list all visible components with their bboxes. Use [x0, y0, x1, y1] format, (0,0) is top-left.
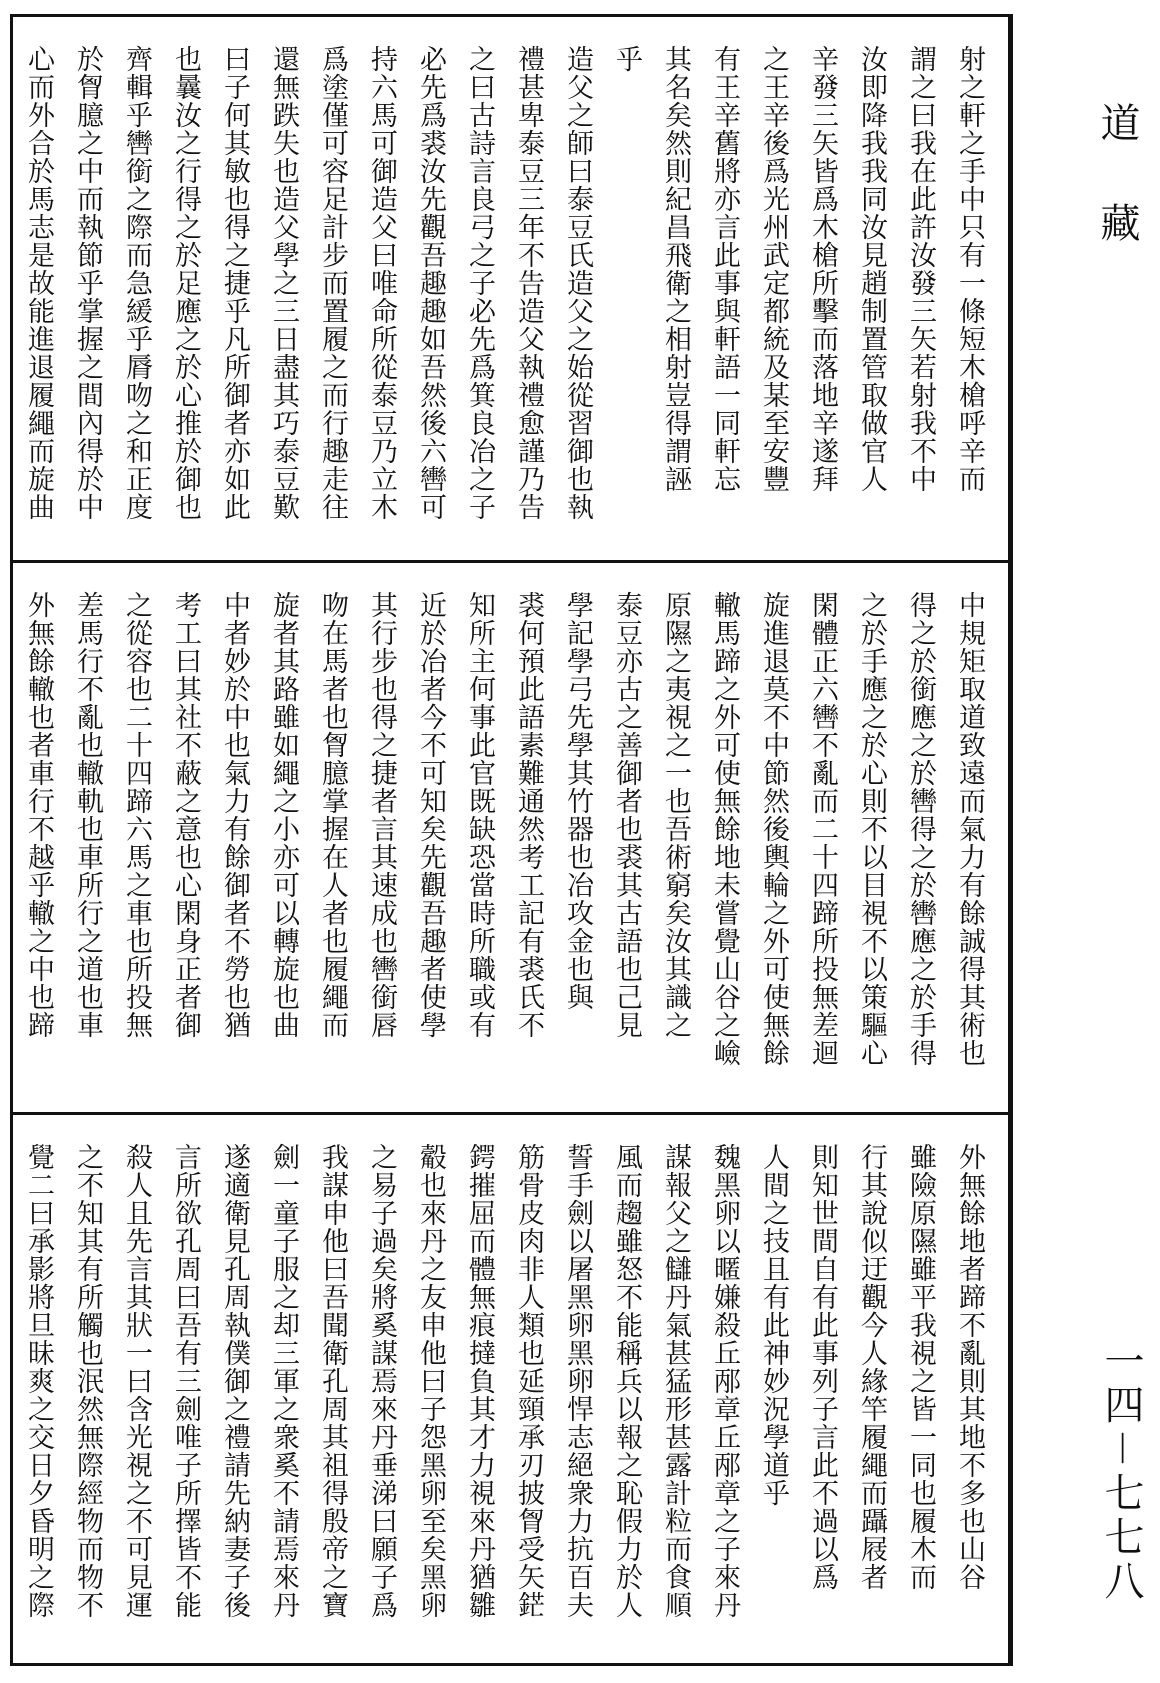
text-column: 心而外合於馬志是故能進退履繩而旋曲 — [23, 45, 54, 521]
text-column: 有王辛舊將亦言此事與軒語一同軒忘 — [709, 45, 740, 493]
text-column: 則知世間自有此事列子言此不過以爲 — [807, 1143, 838, 1591]
text-column: 行其說似迂觀今人緣竿履繩而躡屐者 — [856, 1143, 887, 1591]
text-column: 之易子過矣將奚謀焉來丹垂涕曰願子爲 — [366, 1143, 397, 1619]
text-column: 泰豆亦古之善御者也裘其古語也己見 — [611, 591, 642, 1039]
text-column: 謂之曰我在此許汝發三矢若射我不中 — [905, 45, 936, 493]
text-column: 言所欲孔周曰吾有三劍唯子所擇皆不能 — [170, 1143, 201, 1619]
text-band-middle — [13, 563, 1008, 1112]
text-column: 原隰之夷視之一也吾術窮矣汝其識之 — [660, 591, 691, 1039]
text-column: 風而趨雖怒不能稱兵以報之恥假力於人 — [611, 1143, 642, 1619]
text-column: 我謀申他曰吾聞衛孔周其祖得殷帝之寶 — [317, 1143, 348, 1619]
text-column: 曰子何其敏也得之捷乎凡所御者亦如此 — [219, 45, 250, 521]
text-column: 還無跌失也造父學之三日盡其巧泰豆歎 — [268, 45, 299, 521]
text-column: 近於冶者今不可知矣先觀吾趣者使學 — [415, 591, 446, 1039]
text-column: 之王辛後爲光州武定都統及某至安豐 — [758, 45, 789, 493]
text-column: 劍一童子服之却三軍之衆奚不請焉來丹 — [268, 1143, 299, 1619]
text-column: 筋骨皮肉非人類也延頸承刃披胷受矢鋩 — [513, 1143, 544, 1619]
text-column: 殺人且先言其狀一曰含光視之不可見運 — [121, 1143, 152, 1619]
text-column: 之曰古詩言良弓之子必先爲箕良冶之子 — [464, 45, 495, 521]
text-column: 之不知其有所觸也泯然無際經物而物不 — [72, 1143, 103, 1619]
frame-right-rule — [1011, 14, 1013, 1666]
text-column: 考工曰其社不蔽之意也心閑身正者御 — [170, 591, 201, 1039]
text-column: 外無餘地者蹄不亂則其地不多也山谷 — [954, 1143, 985, 1591]
text-column: 汝即降我我同汝見趙制置管取做官人 — [856, 45, 887, 493]
text-column: 齊輯乎轡銜之際而急緩乎脣吻之和正度 — [121, 45, 152, 521]
text-band-bottom — [13, 1115, 1008, 1663]
page-number: 一四－七七八 — [1098, 1340, 1144, 1604]
text-column: 裘何預此語素難通然考工記有裘氏不 — [513, 591, 544, 1039]
text-column: 閑體正六轡不亂而二十四蹄所投無差迴 — [807, 591, 838, 1067]
text-column: 鍔摧屈而體無痕撻負其才力視來丹猶雛 — [464, 1143, 495, 1619]
text-column: 誓手劍以屠黑卵黑卵悍志絕衆力抗百夫 — [562, 1143, 593, 1619]
margin-strip — [1080, 0, 1160, 1683]
text-column: 覺二曰承影將旦昧爽之交日夕昏明之際 — [23, 1143, 54, 1619]
text-column: 持六馬可御造父曰唯命所從泰豆乃立木 — [366, 45, 397, 521]
text-column: 禮甚卑泰豆三年不告造父執禮愈謹乃告 — [513, 45, 544, 521]
text-column: 造父之師曰泰豆氏造父之始從習御也執 — [562, 45, 593, 521]
text-column: 中規矩取道致遠而氣力有餘誠得其術也 — [954, 591, 985, 1067]
text-column: 爲塗僅可容足計步而置履之而行趣走往 — [317, 45, 348, 521]
text-column: 其行步也得之捷者言其速成也轡銜唇 — [366, 591, 397, 1039]
text-band-top — [13, 17, 1008, 560]
text-column: 之於手應之於心則不以目視不以策驅心 — [856, 591, 887, 1067]
text-column: 其名矣然則紀昌飛衛之相射豈得謂誣 — [660, 45, 691, 493]
text-column: 人間之技且有此神妙況學道乎 — [758, 1143, 789, 1507]
text-column: 轍馬蹄之外可使無餘地未嘗覺山谷之嶮 — [709, 591, 740, 1067]
text-column: 知所主何事此官既缺恐當時所職或有 — [464, 591, 495, 1039]
text-column: 射之軒之手中只有一條短木槍呼辛而 — [954, 45, 985, 493]
text-column: 外無餘轍也者車行不越乎轍之中也蹄 — [23, 591, 54, 1039]
text-column: 必先爲裘汝先觀吾趣趣如吾然後六轡可 — [415, 45, 446, 521]
text-column: 觳也來丹之友申他曰子怨黑卵至矣黑卵 — [415, 1143, 446, 1619]
text-column: 學記學弓先學其竹器也冶攻金也與 — [562, 591, 593, 1011]
text-column: 吻在馬者也胷臆掌握在人者也履繩而 — [317, 591, 348, 1039]
text-column: 旋者其路雖如繩之小亦可以轉旋也曲 — [268, 591, 299, 1039]
text-column: 雖險原隰雖平我視之皆一同也履木而 — [905, 1143, 936, 1591]
text-column: 得之於銜應之於轡得之於轡應之於手得 — [905, 591, 936, 1067]
text-column: 謀報父之讎丹氣甚猛形甚露計粒而食順 — [660, 1143, 691, 1619]
text-column: 中者妙於中也氣力有餘御者不勞也猶 — [219, 591, 250, 1039]
text-column: 旋進退莫不中節然後輿輪之外可使無餘 — [758, 591, 789, 1067]
text-column: 遂適衛見孔周執僕御之禮請先納妻子後 — [219, 1143, 250, 1619]
text-column: 差馬行不亂也轍軌也車所行之道也車 — [72, 591, 103, 1039]
text-column: 於胷臆之中而執節乎掌握之間內得於中 — [72, 45, 103, 521]
text-column: 之從容也二十四蹄六馬之車也所投無 — [121, 591, 152, 1039]
text-column: 辛發三矢皆爲木槍所擊而落地辛遂拜 — [807, 45, 838, 493]
collection-title: 道藏 — [1094, 102, 1140, 302]
text-column: 也曩汝之行得之於足應之於心推於御也 — [170, 45, 201, 521]
text-column: 魏黑卵以暱嫌殺丘邴章丘邴章之子來丹 — [709, 1143, 740, 1619]
text-column: 乎 — [611, 45, 642, 73]
